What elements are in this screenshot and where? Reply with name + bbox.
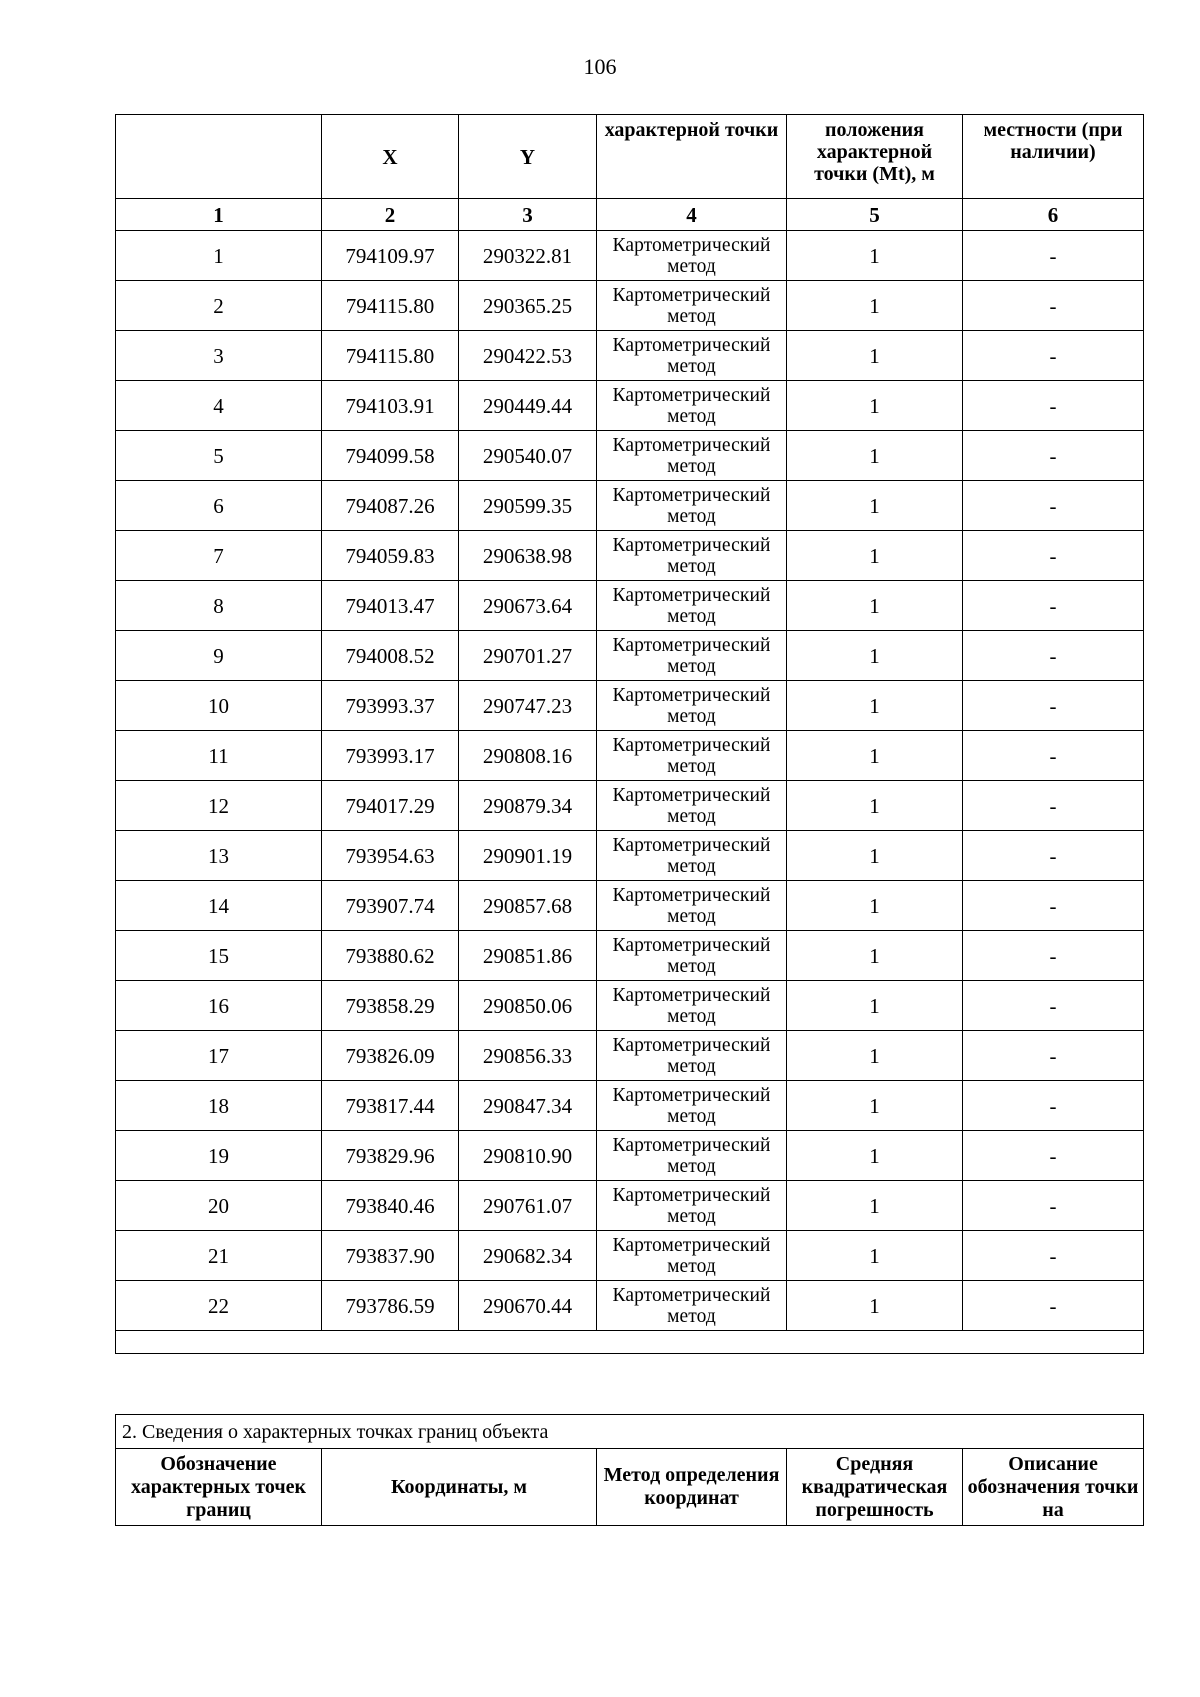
method-cell: Картометрический метод: [597, 781, 787, 831]
x-coordinate-cell: 793993.37: [322, 681, 459, 731]
error-cell: 1: [787, 1231, 963, 1281]
y-coordinate-cell: 290322.81: [459, 231, 597, 281]
table-row: [116, 681, 1144, 731]
error-cell: 1: [787, 881, 963, 931]
method-cell: Картометрический метод: [597, 1081, 787, 1131]
point-number-cell: 5: [116, 431, 322, 481]
y-coordinate-cell: 290856.33: [459, 1031, 597, 1081]
y-coordinate-cell: 290449.44: [459, 381, 597, 431]
y-coordinate-cell: 290901.19: [459, 831, 597, 881]
method-cell: Картометрический метод: [597, 281, 787, 331]
description-cell: -: [963, 1081, 1144, 1131]
description-cell: -: [963, 1181, 1144, 1231]
header-cell-error: Средняя квадратическая погрешность: [787, 1449, 963, 1526]
error-cell: 1: [787, 1181, 963, 1231]
description-cell: -: [963, 231, 1144, 281]
y-coordinate-cell: 290851.86: [459, 931, 597, 981]
description-cell: -: [963, 931, 1144, 981]
description-cell: -: [963, 831, 1144, 881]
error-cell: 1: [787, 431, 963, 481]
description-cell: -: [963, 581, 1144, 631]
description-cell: -: [963, 1131, 1144, 1181]
table-row: [116, 1131, 1144, 1181]
method-cell: Картометрический метод: [597, 731, 787, 781]
header-cell-method: Метод определения координат: [597, 1449, 787, 1526]
column-number: 3: [459, 199, 597, 231]
point-number-cell: 14: [116, 881, 322, 931]
x-coordinate-cell: 794017.29: [322, 781, 459, 831]
method-cell: Картометрический метод: [597, 1031, 787, 1081]
method-cell: Картометрический метод: [597, 381, 787, 431]
page-number: 106: [583, 54, 617, 79]
point-number-cell: 22: [116, 1281, 322, 1331]
error-cell: 1: [787, 481, 963, 531]
method-cell: Картометрический метод: [597, 1281, 787, 1331]
point-number-cell: 16: [116, 981, 322, 1031]
error-cell: 1: [787, 631, 963, 681]
point-number-cell: 3: [116, 331, 322, 381]
table-row: [116, 781, 1144, 831]
x-coordinate-cell: 793826.09: [322, 1031, 459, 1081]
section-header-row: [116, 1449, 1144, 1526]
point-number-cell: 1: [116, 231, 322, 281]
x-coordinate-cell: 793858.29: [322, 981, 459, 1031]
x-coordinate-cell: 793786.59: [322, 1281, 459, 1331]
y-coordinate-cell: 290599.35: [459, 481, 597, 531]
section-title: 2. Сведения о характерных точках границ объекта: [116, 1415, 1144, 1449]
description-cell: -: [963, 681, 1144, 731]
x-coordinate-cell: 793907.74: [322, 881, 459, 931]
error-cell: 1: [787, 231, 963, 281]
method-cell: Картометрический метод: [597, 631, 787, 681]
header-cell-x: X: [322, 115, 459, 199]
x-coordinate-cell: 793837.90: [322, 1231, 459, 1281]
method-cell: Картометрический метод: [597, 881, 787, 931]
y-coordinate-cell: 290682.34: [459, 1231, 597, 1281]
description-cell: -: [963, 881, 1144, 931]
x-coordinate-cell: 794059.83: [322, 531, 459, 581]
y-coordinate-cell: 290810.90: [459, 1131, 597, 1181]
table-row: [116, 531, 1144, 581]
error-cell: 1: [787, 931, 963, 981]
method-cell: Картометрический метод: [597, 831, 787, 881]
x-coordinate-cell: 793954.63: [322, 831, 459, 881]
table-row: [116, 1231, 1144, 1281]
header-cell-method: характерной точки: [597, 115, 787, 199]
method-cell: Картометрический метод: [597, 431, 787, 481]
x-coordinate-cell: 794115.80: [322, 331, 459, 381]
table-row: [116, 231, 1144, 281]
column-number: 6: [963, 199, 1144, 231]
x-coordinate-cell: 793840.46: [322, 1181, 459, 1231]
x-coordinate-cell: 794115.80: [322, 281, 459, 331]
x-coordinate-cell: 793880.62: [322, 931, 459, 981]
table-row: [116, 581, 1144, 631]
method-cell: Картометрический метод: [597, 931, 787, 981]
description-cell: -: [963, 281, 1144, 331]
description-cell: -: [963, 731, 1144, 781]
method-cell: Картометрический метод: [597, 331, 787, 381]
method-cell: Картометрический метод: [597, 1181, 787, 1231]
table-row: [116, 881, 1144, 931]
column-number: 1: [116, 199, 322, 231]
point-number-cell: 19: [116, 1131, 322, 1181]
table-row: [116, 1031, 1144, 1081]
table-row: [116, 731, 1144, 781]
description-cell: -: [963, 381, 1144, 431]
x-coordinate-cell: 794103.91: [322, 381, 459, 431]
header-cell-coordinates: Координаты, м: [322, 1449, 597, 1526]
y-coordinate-cell: 290701.27: [459, 631, 597, 681]
error-cell: 1: [787, 381, 963, 431]
point-number-cell: 15: [116, 931, 322, 981]
table-row: [116, 381, 1144, 431]
section-title-row: [116, 1415, 1144, 1449]
table-row: [116, 281, 1144, 331]
empty-cell: [116, 1331, 1144, 1354]
method-cell: Картометрический метод: [597, 231, 787, 281]
point-number-cell: 11: [116, 731, 322, 781]
point-number-cell: 12: [116, 781, 322, 831]
point-number-cell: 13: [116, 831, 322, 881]
method-cell: Картометрический метод: [597, 581, 787, 631]
point-number-cell: 2: [116, 281, 322, 331]
description-cell: -: [963, 781, 1144, 831]
method-cell: Картометрический метод: [597, 1231, 787, 1281]
header-cell-error: положения характерной точки (Mt), м: [787, 115, 963, 199]
error-cell: 1: [787, 281, 963, 331]
column-number: 4: [597, 199, 787, 231]
column-number-row: [116, 199, 1144, 231]
error-cell: 1: [787, 331, 963, 381]
point-number-cell: 10: [116, 681, 322, 731]
table-row: [116, 631, 1144, 681]
table-row: [116, 481, 1144, 531]
method-cell: Картометрический метод: [597, 481, 787, 531]
method-cell: Картометрический метод: [597, 1131, 787, 1181]
point-number-cell: 4: [116, 381, 322, 431]
description-cell: -: [963, 1031, 1144, 1081]
point-number-cell: 8: [116, 581, 322, 631]
table-row: [116, 1081, 1144, 1131]
y-coordinate-cell: 290422.53: [459, 331, 597, 381]
error-cell: 1: [787, 681, 963, 731]
y-coordinate-cell: 290847.34: [459, 1081, 597, 1131]
y-coordinate-cell: 290857.68: [459, 881, 597, 931]
description-cell: -: [963, 631, 1144, 681]
method-cell: Картометрический метод: [597, 981, 787, 1031]
table-row: [116, 931, 1144, 981]
header-cell-y: Y: [459, 115, 597, 199]
header-cell-description: Описание обозначения точки на: [963, 1449, 1144, 1526]
point-number-cell: 18: [116, 1081, 322, 1131]
x-coordinate-cell: 794008.52: [322, 631, 459, 681]
y-coordinate-cell: 290638.98: [459, 531, 597, 581]
table-header-row: [116, 115, 1144, 199]
y-coordinate-cell: 290670.44: [459, 1281, 597, 1331]
y-coordinate-cell: 290850.06: [459, 981, 597, 1031]
error-cell: 1: [787, 981, 963, 1031]
error-cell: 1: [787, 1031, 963, 1081]
y-coordinate-cell: 290879.34: [459, 781, 597, 831]
error-cell: 1: [787, 531, 963, 581]
point-number-cell: 20: [116, 1181, 322, 1231]
y-coordinate-cell: 290747.23: [459, 681, 597, 731]
empty-row: [116, 1331, 1144, 1354]
error-cell: 1: [787, 1081, 963, 1131]
method-cell: Картометрический метод: [597, 531, 787, 581]
x-coordinate-cell: 793829.96: [322, 1131, 459, 1181]
point-number-cell: 9: [116, 631, 322, 681]
column-number: 5: [787, 199, 963, 231]
description-cell: -: [963, 1231, 1144, 1281]
description-cell: -: [963, 981, 1144, 1031]
coordinates-table: [115, 114, 1144, 1354]
method-cell: Картометрический метод: [597, 681, 787, 731]
table-row: [116, 431, 1144, 481]
description-cell: -: [963, 431, 1144, 481]
error-cell: 1: [787, 781, 963, 831]
x-coordinate-cell: 793817.44: [322, 1081, 459, 1131]
header-cell: [116, 115, 322, 199]
description-cell: -: [963, 531, 1144, 581]
table-row: [116, 331, 1144, 381]
description-cell: -: [963, 331, 1144, 381]
description-cell: -: [963, 1281, 1144, 1331]
y-coordinate-cell: 290540.07: [459, 431, 597, 481]
y-coordinate-cell: 290761.07: [459, 1181, 597, 1231]
point-number-cell: 7: [116, 531, 322, 581]
description-cell: -: [963, 481, 1144, 531]
y-coordinate-cell: 290808.16: [459, 731, 597, 781]
error-cell: 1: [787, 581, 963, 631]
x-coordinate-cell: 794087.26: [322, 481, 459, 531]
header-cell-points: Обозначение характерных точек границ: [116, 1449, 322, 1526]
y-coordinate-cell: 290365.25: [459, 281, 597, 331]
error-cell: 1: [787, 831, 963, 881]
error-cell: 1: [787, 1281, 963, 1331]
x-coordinate-cell: 793993.17: [322, 731, 459, 781]
y-coordinate-cell: 290673.64: [459, 581, 597, 631]
error-cell: 1: [787, 731, 963, 781]
error-cell: 1: [787, 1131, 963, 1181]
x-coordinate-cell: 794013.47: [322, 581, 459, 631]
point-number-cell: 21: [116, 1231, 322, 1281]
table-row: [116, 981, 1144, 1031]
header-cell-description: местности (при наличии): [963, 115, 1144, 199]
table-row: [116, 831, 1144, 881]
x-coordinate-cell: 794099.58: [322, 431, 459, 481]
point-number-cell: 6: [116, 481, 322, 531]
table-row: [116, 1281, 1144, 1331]
column-number: 2: [322, 199, 459, 231]
section-2-table: [115, 1414, 1144, 1526]
point-number-cell: 17: [116, 1031, 322, 1081]
x-coordinate-cell: 794109.97: [322, 231, 459, 281]
table-row: [116, 1181, 1144, 1231]
